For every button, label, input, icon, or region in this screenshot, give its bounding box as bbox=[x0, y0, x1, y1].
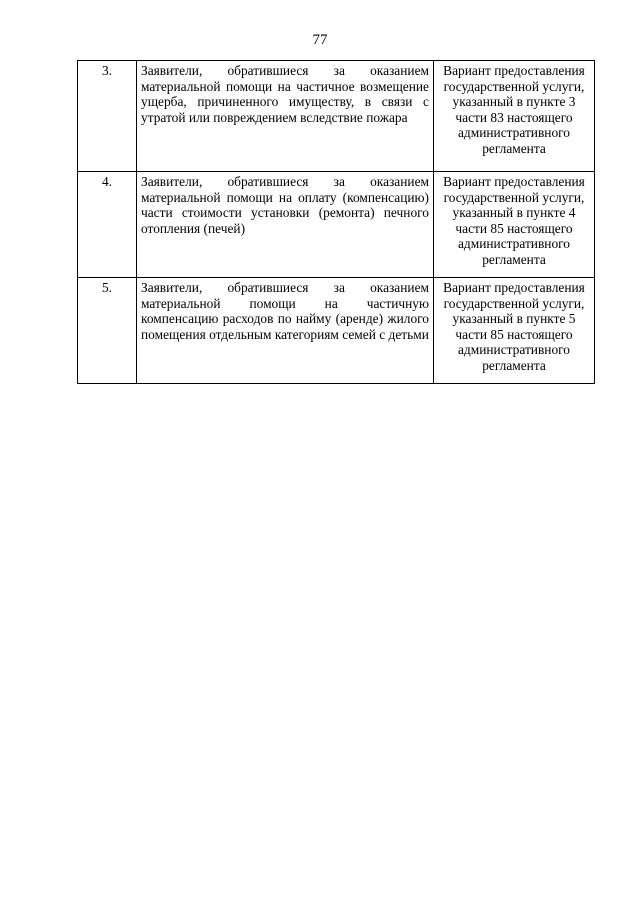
table-row bbox=[78, 172, 595, 278]
table-row bbox=[78, 278, 595, 384]
table-row bbox=[78, 61, 595, 172]
applicant-category: Заявители, обратившиеся за оказанием материальной помощи на оплату (компенсацию) части стоимости установки (ремонта) печного отопления (печей) bbox=[137, 172, 434, 278]
service-variant: Вариант предоставления государственной услуги, указанный в пункте 5 части 85 настоящего административного регламента bbox=[434, 278, 595, 384]
row-number: 5. bbox=[78, 278, 137, 384]
row-number: 4. bbox=[78, 172, 137, 278]
service-variant: Вариант предоставления государственной услуги, указанный в пункте 3 части 83 настоящего административного регламента bbox=[434, 61, 595, 172]
applicant-category: Заявители, обратившиеся за оказанием материальной помощи на частичную компенсацию расходов по найму (аренде) жилого помещения отдельным категориям семей с детьми bbox=[137, 278, 434, 384]
page-number: 77 bbox=[312, 32, 328, 48]
service-variants-table bbox=[77, 60, 595, 384]
row-number: 3. bbox=[78, 61, 137, 172]
service-variant: Вариант предоставления государственной услуги, указанный в пункте 4 части 85 настоящего административного регламента bbox=[434, 172, 595, 278]
applicant-category: Заявители, обратившиеся за оказанием материальной помощи на частичное возмещение ущерба, причиненного имуществу, в связи с утратой или повреждением вследствие пожара bbox=[137, 61, 434, 172]
